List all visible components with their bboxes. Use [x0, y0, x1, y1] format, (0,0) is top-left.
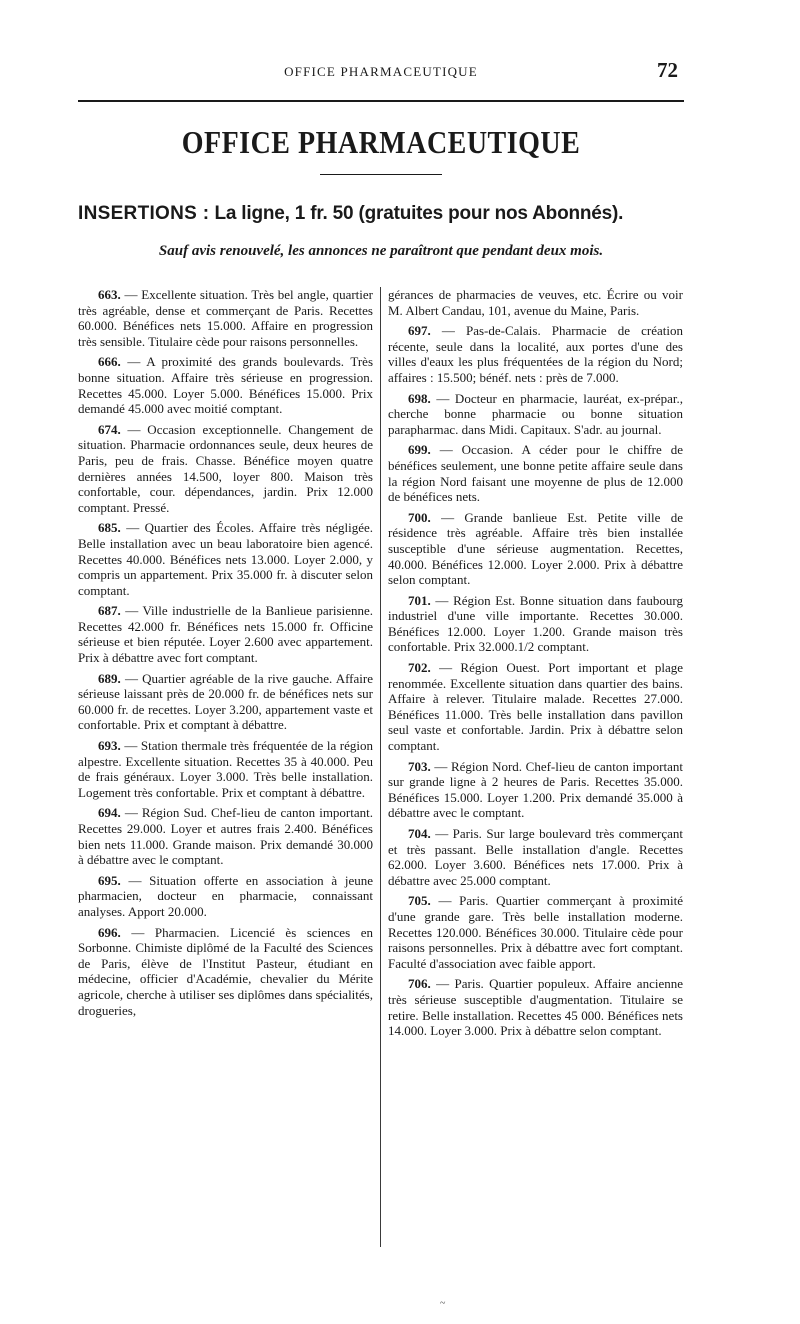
- classified-ad: [78, 671, 373, 733]
- ad-text: — Pharmacien. Licencié ès sciences en Sorbonne. Chimiste diplômé de la Faculté des Sciences de Paris, élève de l'Institut Pasteur, étudiant en médecine, officier d'Académie, chevalier du Mérite agricole, cherche à utiliser ses diplômes dans spécialités, drogueries,: [78, 924, 373, 1018]
- classified-ad: [388, 510, 683, 588]
- insertions-label: INSERTIONS :: [78, 203, 210, 224]
- ad-number: 705.: [408, 893, 431, 909]
- classified-ad: [388, 976, 683, 1038]
- classified-ad: [78, 422, 373, 516]
- ad-number: 706.: [408, 976, 431, 992]
- insertions-line: [78, 203, 684, 225]
- ad-text: — Occasion. A céder pour le chiffre de bénéfices seulement, une bonne petite affaire seule dans la région Nord faisant une moyenne de plus de 12.000 de bénéfices nets.: [388, 442, 684, 505]
- insertions-rate: La ligne, 1 fr. 50 (gratuites pour nos Abonnés).: [214, 203, 624, 224]
- ad-number: 701.: [408, 592, 431, 608]
- ad-text: — Grande banlieue Est. Petite ville de résidence très agréable. Affaire très bien installée susceptible d'une sérieuse augmentation. Recettes, 40.000. Bénéfices 12.000. Loyer 2.000. Prix à débattre selon comptant.: [388, 509, 684, 588]
- ad-text: — Ville industrielle de la Banlieue parisienne. Recettes 42.000 fr. Bénéfices nets 15.000 fr. Officine sérieuse et bien réputée. Loyer 2.600 avec appartement. Prix à débattre avec fort comptant.: [78, 603, 373, 666]
- ad-number: 689.: [98, 670, 121, 686]
- ad-text: — Région Est. Bonne situation dans faubourg industriel d'une ville importante. Recettes 30.000. Bénéfices 12.000. Loyer 1.200. Grande maison très confortable. Prix 32.000.1/2 comptant.: [388, 592, 683, 655]
- classified-ad: [78, 603, 373, 665]
- page-number: 72: [657, 58, 678, 82]
- running-head: [78, 58, 684, 88]
- ad-number: 687.: [98, 603, 121, 619]
- classified-ad: [388, 593, 683, 655]
- ad-number: 698.: [408, 390, 431, 406]
- ad-number: 704.: [408, 826, 431, 841]
- classified-ad: [388, 893, 683, 971]
- ad-number: 666.: [98, 354, 121, 370]
- classified-ad: [388, 287, 683, 318]
- classified-ad: [78, 738, 373, 800]
- ad-number: 703.: [408, 758, 431, 774]
- classified-ad: [388, 759, 683, 821]
- ad-text: — Docteur en pharmacie, lauréat, ex-prépar., cherche bonne pharmacie ou bonne situation parapharmac. dans Midi. Capitaux. S'adr. au journal.: [388, 390, 684, 437]
- classified-ad: [78, 873, 373, 920]
- running-title: OFFICE PHARMACEUTIQUE: [284, 64, 478, 79]
- ad-text: — Quartier des Écoles. Affaire très négligée. Belle installation avec un beau laboratoire bien agencé. Recettes 40.000. Bénéfices nets 13.000. Loyer 2.000, y compris un appartement. Prix 35.000 fr. à discuter selon comptant.: [78, 520, 374, 598]
- footer-mark: ~: [440, 1298, 446, 1309]
- classified-ad: [78, 805, 373, 867]
- ad-text: — Paris. Quartier commerçant à proximité d'une grande gare. Très belle installation moderne. Recettes 120.000. Bénéfices 30.000. Titulaire cède pour raisons personnelles. Prix à débattre avec fort comptant. Faculté d'association avec faible apport.: [388, 893, 683, 971]
- ad-text: — Situation offerte en association à jeune pharmacien, docteur en pharmacie, connaissant analyses. Apport 20.000.: [78, 872, 374, 919]
- header-rule: [78, 100, 684, 102]
- ad-number: 693.: [98, 738, 121, 754]
- ad-text: — Paris. Quartier populeux. Affaire ancienne très sérieuse susceptible d'augmentation. Titulaire se retire. Belle installation. Recettes 45 000. Bénéfices nets 14.000. Loyer 3.000. Prix à débattre selon comptant.: [388, 976, 684, 1039]
- classified-ad: [78, 287, 373, 349]
- renewal-notice: Sauf avis renouvelé, les annonces ne paraîtront que pendant deux mois.: [158, 243, 604, 259]
- title-rule: [320, 174, 442, 175]
- ad-text: — Région Sud. Chef-lieu de canton important. Recettes 29.000. Loyer et autres frais 2.400. Bénéfices bien nets 11.000. Grande maison. Prix demandé 30.000 à débattre avec le comptant.: [78, 805, 374, 868]
- ads-columns: [78, 287, 684, 1247]
- ad-text: — A proximité des grands boulevards. Très bonne situation. Affaire très sérieuse en progression. Recettes 45.000. Loyer 5.000. Bénéfices 15.000. Prix demandé 45.000 avec moitié comptant.: [78, 354, 374, 417]
- ad-text: — Excellente situation. Très bel angle, quartier très agréable, dense et commerçant de Paris. Recettes 60.000. Bénéfices nets 15.000. Affaire en progression très sensible. Titulaire cède pour raisons personnelles.: [78, 287, 373, 349]
- ad-number: 699.: [408, 442, 431, 458]
- classified-ad: [388, 391, 683, 438]
- ad-number: 700.: [408, 509, 431, 525]
- ad-text: — Région Ouest. Port important et plage renommée. Excellente situation dans quartier des bains. Affaire à relever. Titulaire malade. Recettes 27.000. Bénéfices 11.000. Très belle installation dans pavillon seul vaste et confortable. Jardin. Prix à débattre selon comptant.: [388, 660, 683, 754]
- classified-ad: [78, 925, 373, 1019]
- ad-text: — Paris. Sur large boulevard très commerçant et très passant. Belle installation d'angle. Recettes 62.000. Loyer 3.600. Bénéfices nets 17.000. Prix à débattre avec 25.000 comptant.: [388, 826, 684, 888]
- classified-ad: [388, 660, 683, 754]
- ad-number: 702.: [408, 660, 431, 676]
- ad-text: — Quartier agréable de la rive gauche. Affaire sérieuse laissant près de 20.000 fr. de bénéfices nets sur 60.000 fr. de recettes. Loyer 3.200, appartement vaste et confortable. Prix et comptant à débattre.: [78, 670, 373, 733]
- ad-text: — Pas-de-Calais. Pharmacie de création récente, seule dans la localité, aux portes d'une des villes d'eaux les plus fréquentées de la région du Nord; affaires : 15.500; bénéf. nets : près de 7.000.: [388, 323, 683, 385]
- ad-number: 695.: [98, 872, 121, 888]
- classified-ad: [388, 323, 683, 385]
- page-title: OFFICE PHARMACEUTIQUE: [181, 126, 581, 161]
- ad-number: 696.: [98, 924, 121, 940]
- ad-text: — Station thermale très fréquentée de la région alpestre. Excellente situation. Recettes 35 à 40.000. Peu de frais généraux. Loyer 3.000. Très belle installation. Logement très confortable. Prix et comptant à débattre.: [78, 738, 374, 800]
- left-column: [78, 287, 380, 1247]
- page: [78, 58, 684, 1247]
- classified-ad: [78, 354, 373, 416]
- ad-text: — Occasion exceptionnelle. Changement de situation. Pharmacie ordonnances seule, deux heures de Paris, peu de frais. Chasse. Bénéfice moyen quatre dernières années 14.500, loyer 800. Maison très confortable, cour. dépendances, jardin. Prix 12.000 comptant. Pressé.: [78, 421, 373, 515]
- classified-ad: [388, 826, 683, 888]
- ad-number: 663.: [98, 287, 121, 302]
- ad-text: — Région Nord. Chef-lieu de canton important sur grande ligne à 2 heures de Paris. Recettes 35.000. Bénéfices 15.000. Loyer 1.200. Prix demandé 35.000 à débattre avec le comptant.: [388, 758, 683, 821]
- ad-number: 697.: [408, 323, 431, 339]
- ad-number: 674.: [98, 421, 121, 437]
- right-column: [381, 287, 683, 1247]
- ad-number: 694.: [98, 805, 121, 821]
- ad-text: gérances de pharmacies de veuves, etc. Écrire ou voir M. Albert Candau, 101, avenue du Maine, Paris.: [388, 287, 683, 318]
- ad-number: 685.: [98, 520, 121, 536]
- classified-ad: [388, 442, 683, 504]
- classified-ad: [78, 520, 373, 598]
